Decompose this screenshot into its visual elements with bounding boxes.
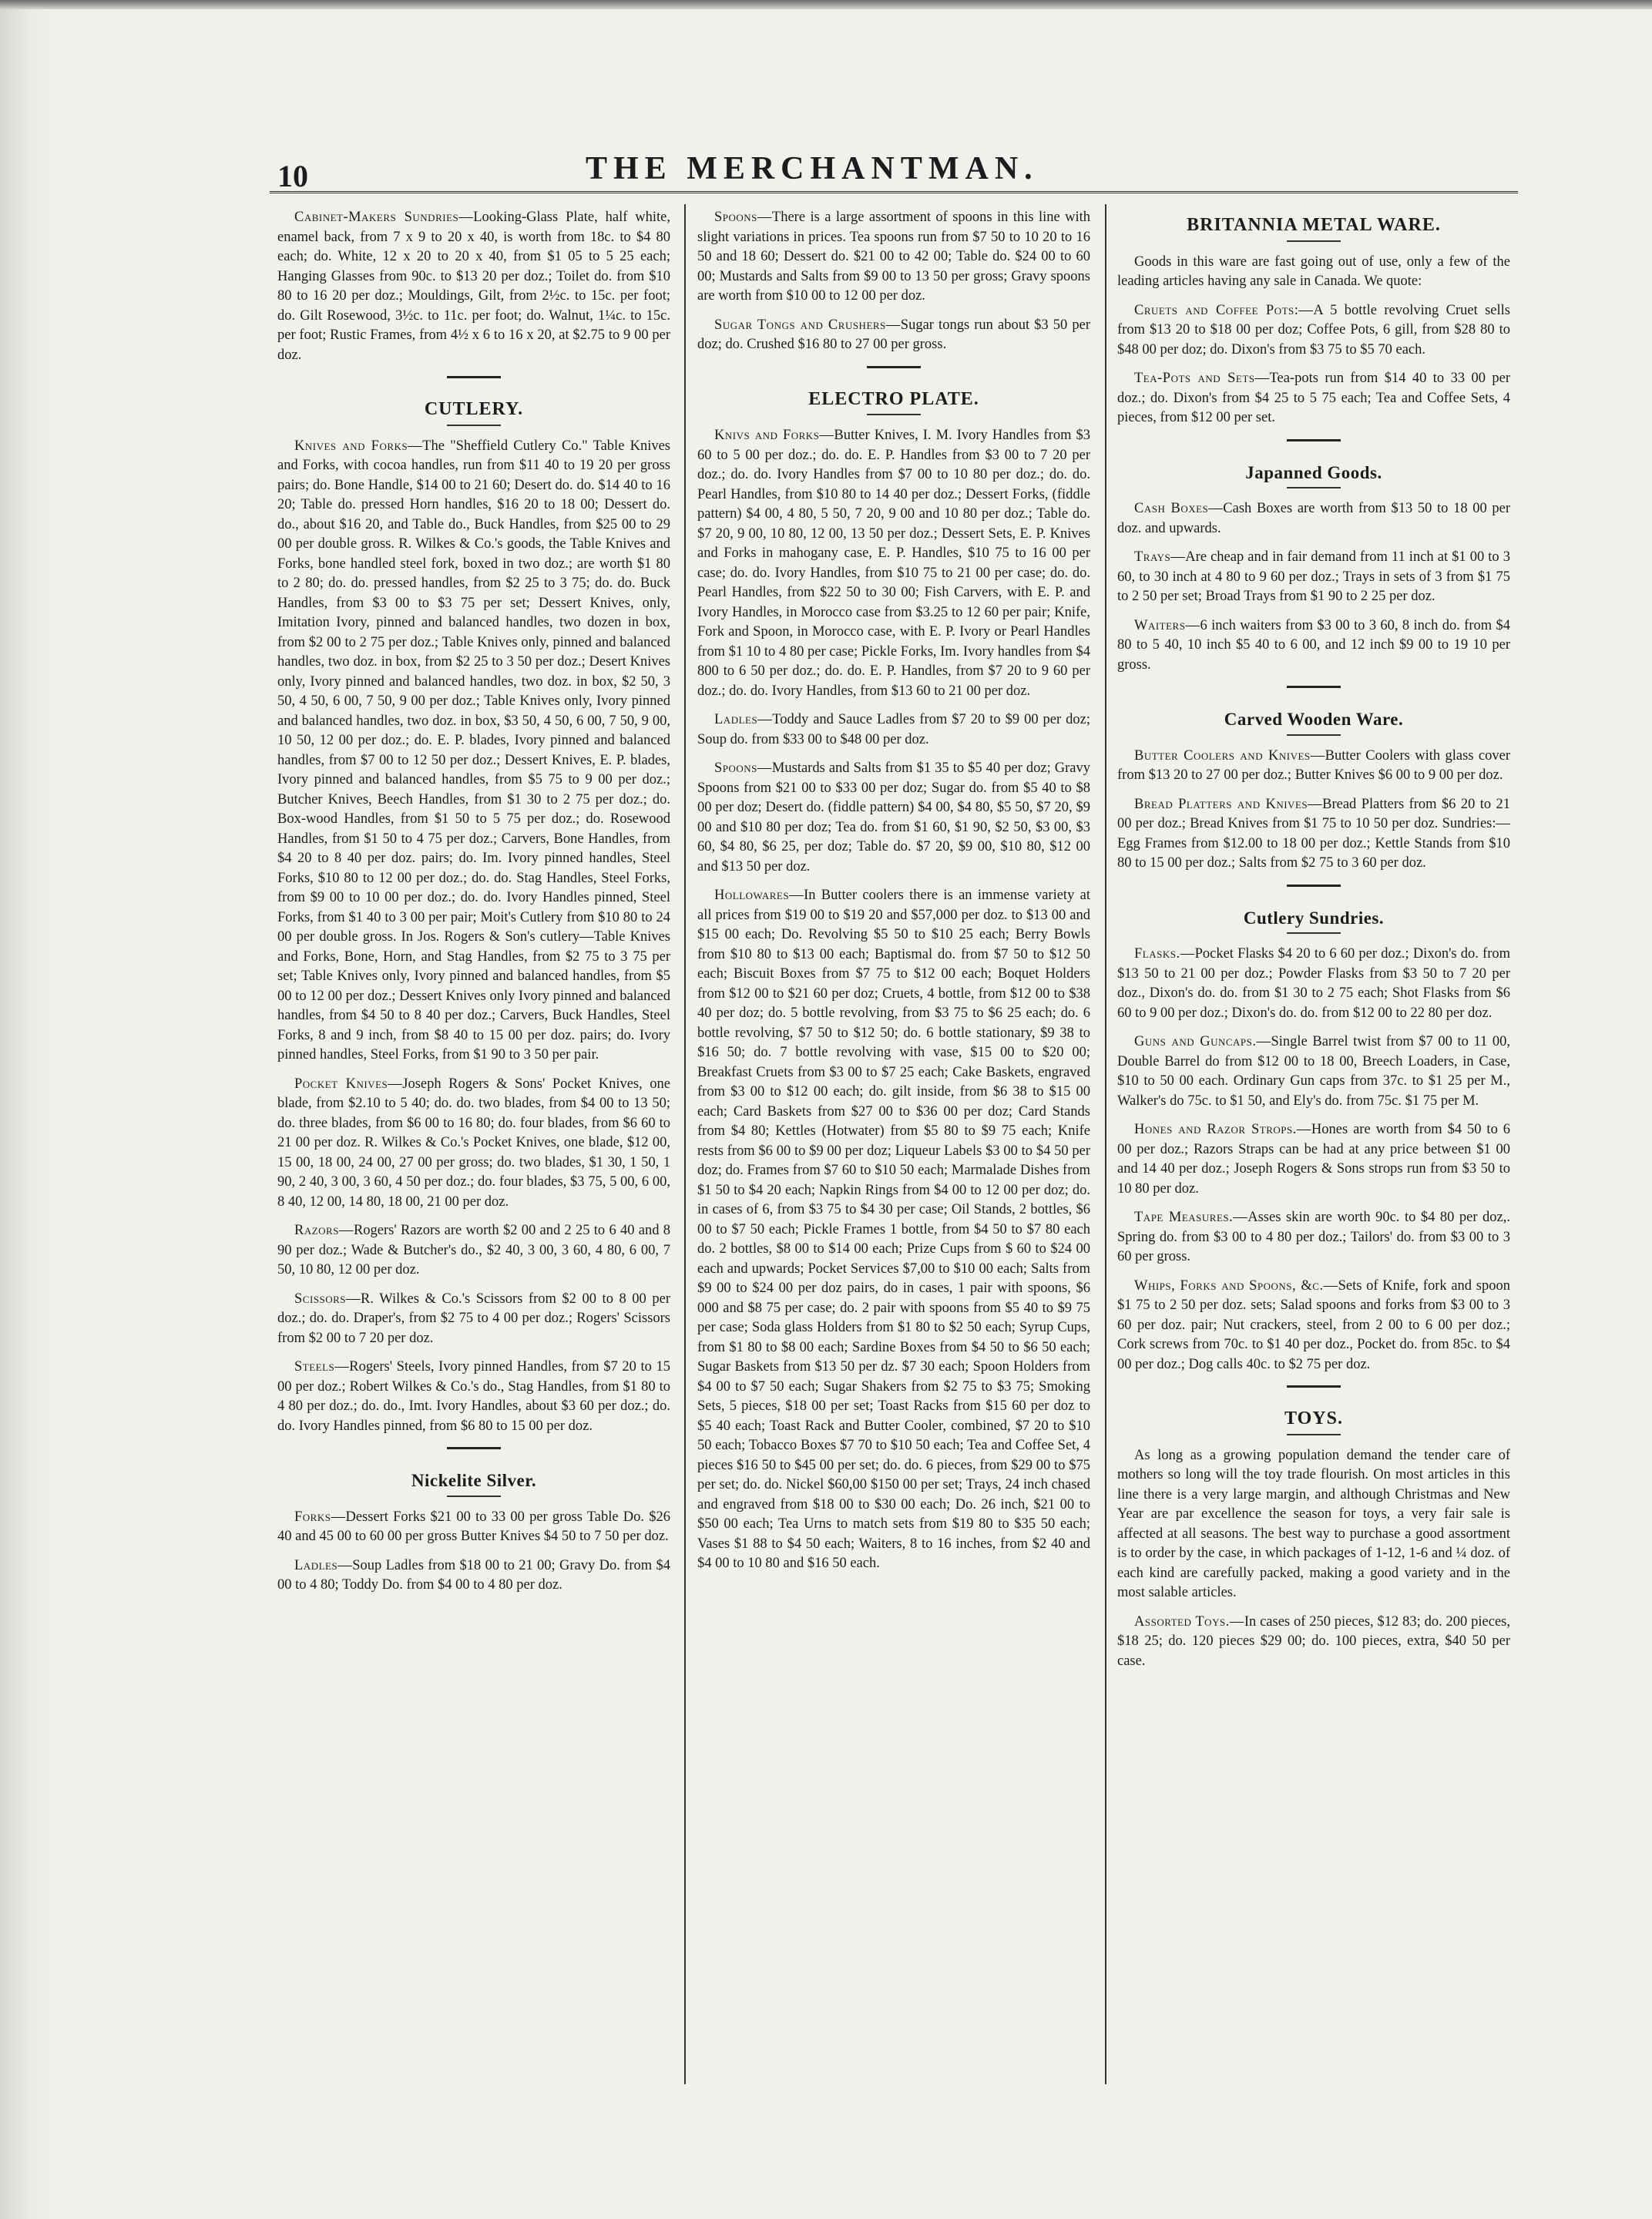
entry-text: Rogers' Razors are worth $2 00 and 2 25 to 6 40 and 8 90 per doz.; Wade & Butcher's do., $2 40, 3 00, 3 60, 4 80, 6 00, 7 50, 10 80, 12 00 per doz.: [277, 1223, 670, 1277]
section-divider: [1287, 439, 1341, 441]
price-entry: [277, 1221, 670, 1281]
price-entry: [1117, 747, 1510, 786]
entry-text: Single Barrel twist from $7 00 to 11 00, Double Barrel do from $12 00 to 18 00, Breech Loaders, in Case, $10 to 50 00 each. Ordinary Gun caps from 37c. to $1 25 per M., Walker's do 75c. to $1 50, and Ely's do. from 75c. $1 75 per M.: [1117, 1034, 1510, 1109]
entry-label: Ladles—: [294, 1557, 353, 1573]
entry-text: 6 inch waiters from $3 00 to 3 60, 8 inch do. from $4 80 to 5 40, 10 inch $5 40 to 6 00, and 12 inch $9 00 to 19 10 per gross.: [1117, 617, 1510, 673]
price-entry: [1117, 1446, 1510, 1603]
price-entry: [1117, 616, 1510, 676]
section-carved-wooden-ware: [1117, 747, 1510, 874]
entry-label: Steels—: [294, 1359, 350, 1375]
price-entry: [697, 710, 1090, 750]
entry-label: Butter Coolers and Knives—: [1134, 747, 1325, 764]
scan-edge: [0, 0, 54, 2219]
entry-text: Bread Platters from $6 20 to 21 00 per doz.; Bread Knives from $1 75 to 10 50 per doz. Sundries:—Egg Frames from $12.00 to 18 00 per doz.; Kettle Stands from $10 80 to 15 00 per doz.; Salts from $2 75 to 3 60 per doz.: [1117, 796, 1511, 871]
title-rule: [1287, 1434, 1341, 1435]
entry-text: Mustards and Salts from $1 35 to $5 40 per doz; Gravy Spoons from $21 00 to $33 00 per doz; Sugar do. from $5 40 to $8 00 per doz; Desert do. (fiddle pattern) $4 00, $4 80, $5 50, $7 20, $9 00 and $10 80 per doz; Tea do. from $1 60, $1 90, $2 50, $3 00, $3 60, $4 80, $6 25, per doz; Table do. $7 20, $9 00, $10 80, $12 00 and $13 50 per doz.: [697, 760, 1090, 875]
section-divider: [447, 1447, 501, 1449]
title-rule: [1287, 240, 1341, 242]
price-entry: [697, 759, 1090, 877]
column-3: [1117, 208, 1510, 1680]
section-electro-plate: [697, 426, 1090, 1574]
entry-label: Tape Measures.—: [1134, 1210, 1248, 1225]
column-divider: [1105, 204, 1106, 2084]
entry-text: The "Sheffield Cutlery Co." Table Knives and Forks, with cocoa handles, run from $11 40 to 19 20 per gross pairs; do. Bone Handle, $14 00 to 21 60; Desert do. do. $14 40 to 16 20; Table do. pressed Horn handles, $16 20 to 18 00; Dessert do. do., about $16 20, and Table do., Buck Handles, from $25 00 to 29 00 per double gross. R. Wilkes & Co.'s goods, the Table Knives and Forks, bone handled steel fork, boxed in two doz.; are worth $1 80 to 2 80; do. do. pressed handles, from $2 25 to 3 75; do. do. Buck Handles, from $3 00 to $3 75 per set; Dessert Knives, only, Imitation Ivory, pinned and balanced handles, two dozen in box, from $2 00 to 2 75 per doz.; Table Knives only, pinned and balanced handles, two doz. in box, from $2 25 to 3 50 per doz.; Desert Knives only, Ivory pinned and balanced handles, two doz. in box, $2 50, 3 50, 4 50, 6 00, 7 50, 9 00 per doz.; Table Knives only, Ivory pinned and balanced handles, two doz. in box, $3 50, 4 50, 6 00, 7 50, 9 00, 10 50, 12 00 per doz.; do. E. P. blades, Ivory pinned and balanced handles, from $7 00 to 12 50 per doz.; Dessert Knives, E. P. blades, Ivory pinned and balanced handles, from $5 75 to 9 00 per doz.; Butcher Knives, Beech Handles, from $1 30 to 2 75 per doz.; do. Box-wood Handles, from $1 50 to 5 75 per doz.; do. Rosewood Handles, from $1 50 to 4 75 per doz.; Carvers, Bone Handles, from $4 20 to 8 40 per doz. pairs; do. Im. Ivory pinned handles, Steel Forks, $10 80 to 12 00 per doz.; do. do. Stag Handles, Steel Forks, from $9 00 to 10 00 per doz.; do. do. Ivory Handles pinned, Steel Forks, from $1 40 to 3 00 per pair; Moit's Cutlery from $10 80 to 24 00 per double gross. In Jos. Rogers & Son's cutlery—Table Knives and Forks, Bone, Horn, and Stag Handles, from $2 75 to 3 75 per set; Table Knives only, Ivory pinned and balanced handles, from $5 00 to 12 00 per doz.; Dessert Knives only Ivory pinned and balanced handles, from $4 50 to 8 40 per doz.; Carvers, Buck Handles, Steel Forks, 8 and 9 inch, from $8 40 to 15 00 per doz. pairs; do. Ivory pinned handles, Steel Forks, from $1 90 to 3 50 per pair.: [277, 438, 670, 1063]
section-japanned-goods: [1117, 499, 1510, 675]
entry-label: Flasks.—: [1134, 946, 1195, 962]
entry-text: Asses skin are worth 90c. to $4 80 per doz,. Spring do. from $3 00 to 4 80 per doz.; Tailors' do. from $3 00 to 3 60 per gross.: [1117, 1210, 1510, 1264]
entry-text: Pocket Flasks $4 20 to 6 60 per doz.; Dixon's do. from $13 50 to 21 00 per doz.; Powder Flasks from $3 50 to 7 20 per doz., Dixon's do. do. from $1 30 to 2 75 each; Shot Flasks from $6 60 to 9 00 per doz.; Dixon's do. do. from $12 00 to 22 80 per doz.: [1117, 946, 1510, 1021]
title-rule: [447, 425, 501, 426]
section-divider: [1287, 686, 1341, 688]
section-title-britannia: BRITANNIA METAL WARE.: [1187, 215, 1441, 235]
price-entry: [1117, 1032, 1510, 1111]
price-entry: [1117, 499, 1510, 539]
entry-label: Pocket Knives—: [294, 1076, 403, 1092]
entry-label: Trays—: [1134, 549, 1186, 565]
title-rule: [447, 1496, 501, 1497]
header-rule: [270, 191, 1518, 193]
scan-top-edge: [0, 0, 1652, 9]
price-entry: [697, 426, 1090, 701]
section-spoons: [697, 208, 1090, 355]
price-entry: [1117, 548, 1510, 607]
section-title-japanned-goods: Japanned Goods.: [1245, 462, 1382, 482]
title-rule: [1287, 487, 1341, 488]
section-divider: [447, 376, 501, 378]
entry-label: Hollowares—: [714, 888, 804, 903]
section-toys: [1117, 1446, 1510, 1672]
price-entry: [1117, 369, 1510, 428]
section-cutlery-sundries: [1117, 945, 1510, 1375]
title-rule: [1287, 734, 1341, 736]
price-entry: [1117, 795, 1510, 874]
entry-label: Spoons—: [714, 760, 772, 776]
title-rule: [867, 414, 921, 415]
entry-text: Goods in this ware are fast going out of use, only a few of the leading articles having any sale in Canada. We quote:: [1117, 253, 1510, 289]
newspaper-page: [154, 135, 1541, 2169]
entry-text: Sugar tongs run about $3 50 per doz; do. Crushed $16 80 to 27 00 per gross.: [697, 317, 1090, 352]
section-nickelite-silver: [277, 1508, 670, 1596]
entry-label: Guns and Guncaps.—: [1134, 1034, 1271, 1049]
entry-text: Butter Coolers with glass cover from $13 20 to 27 00 per doz.; Butter Knives $6 00 to 9 00 per doz.: [1117, 747, 1511, 783]
section-divider: [1287, 885, 1341, 887]
price-entry: [277, 1290, 670, 1349]
price-entry: [1117, 1277, 1510, 1375]
entry-label: Sugar Tongs and Crushers—: [714, 317, 901, 333]
price-entry: [1117, 1613, 1510, 1672]
page-header: [154, 135, 1541, 204]
price-entry: [697, 886, 1090, 1574]
price-entry: [277, 1508, 670, 1547]
entry-text: Hones are worth from $4 50 to 6 00 per doz.; Razors Straps can be had at any price between $1 00 and 14 40 per doz.; Joseph Rogers & Sons strops run from $3 50 to 10 80 per doz.: [1117, 1122, 1510, 1197]
price-entry: [697, 316, 1090, 355]
entry-text: Sets of Knife, fork and spoon $1 75 to 2 50 per doz. sets; Salad spoons and forks from $3 00 to 3 60 per doz. pair; Nut crackers, steel, from 2 00 to 6 00 per doz.; Cork screws from 70c. to $1 40 per doz., Pocket do. from 85c. to $4 00 per doz.; Dog calls 40c. to $2 75 per doz.: [1117, 1277, 1510, 1372]
section-title-electro-plate: ELECTRO PLATE.: [808, 388, 979, 409]
column-1: [277, 208, 670, 1605]
column-divider: [684, 204, 686, 2084]
entry-text: Soup Ladles from $18 00 to 21 00; Gravy Do. from $4 00 to 4 80; Toddy Do. from $4 00 to 4 80 per doz.: [277, 1557, 670, 1593]
entry-label: Hones and Razor Strops.—: [1134, 1122, 1311, 1137]
section-title-nickelite-silver: Nickelite Silver.: [411, 1471, 537, 1490]
entry-text: There is a large assortment of spoons in this line with slight variations in prices. Tea spoons run from $7 50 to 10 20 to 16 50 and 18 60; Dessert do. $21 00 to 42 00; Table do. $24 00 to 60 00; Mustards and Salts from $9 00 to 13 50 per gross; Gravy spoons are worth from $10 00 to 12 00 per doz.: [697, 210, 1090, 304]
entry-label: Knivs and Forks—: [714, 428, 834, 443]
price-entry: [1117, 945, 1510, 1023]
entry-text: In cases of 250 pieces, $12 83; do. 200 pieces, $18 25; do. 120 pieces $29 00; do. 100 pieces, extra, $40 50 per case.: [1117, 1613, 1510, 1669]
entry-label: Tea-Pots and Sets—: [1134, 371, 1270, 386]
price-entry: [1117, 253, 1510, 292]
section-title-carved-wooden-ware: Carved Wooden Ware.: [1224, 710, 1404, 729]
price-entry: [697, 208, 1090, 307]
entry-label: Whips, Forks and Spoons, &c.—: [1134, 1277, 1338, 1294]
price-entry: [277, 208, 670, 365]
entry-text: A 5 bottle revolving Cruet sells from $13 20 to $18 00 per doz; Coffee Pots, 6 gill, from $28 80 to $48 00 per doz; do. Dixon's from $3 75 to $5 70 each.: [1117, 302, 1510, 358]
entry-text: Dessert Forks $21 00 to 33 00 per gross Table Do. $26 40 and 45 00 to 60 00 per gross Butter Knives $4 50 to 7 50 per doz.: [277, 1509, 670, 1544]
price-entry: [1117, 301, 1510, 361]
section-cabinet-makers: [277, 208, 670, 365]
section-title-toys: TOYS.: [1284, 1408, 1343, 1428]
entry-label: Razors—: [294, 1223, 354, 1238]
price-entry: [1117, 1120, 1510, 1199]
section-cutlery: [277, 437, 670, 1437]
entry-label: Ladles—: [714, 712, 773, 727]
entry-label: Bread Platters and Knives—: [1134, 796, 1323, 812]
entry-text: Butter Knives, I. M. Ivory Handles from $3 60 to 5 00 per doz.; do. do. E. P. Handles from $3 00 to 7 20 per doz.; do. do. Ivory Handles from $7 00 to 10 80 per doz.; do. do. Pearl Handles, from $10 80 to 14 40 per doz.; Dessert Forks, (fiddle pattern) $4 00, 4 80, 5 50, 7 20, 9 00 and 10 80 per doz.; Table do. $7 20, 9 00, 10 80, 12 00, 13 50 per doz.; Dessert Sets, E. P. Knives and Forks in mahogany case, E. P. Handles, $10 75 to 16 00 per case; do. do. Ivory Handles, from $10 75 to 21 00 per case; do. do. Pearl Handles, from $22 50 to 30 00; Fish Carvers, with E. P. and Ivory Handles, in Morocco case from $3.25 to 12 60 per pair; Knife, Fork and Spoon, in Morocco case, with E. P. Ivory or Pearl Handles from $1 10 to 4 80 per case; Pickle Forks, Im. Ivory handles from $4 800 to 6 50 per doz.; do. do. E. P. Handles, from $7 20 to 9 60 per doz.; do. do. Ivory Handles, from $13 60 to 21 00 per doz.: [697, 428, 1091, 699]
price-entry: [277, 1075, 670, 1213]
entry-label: Knives and Forks—: [294, 438, 423, 454]
price-entry: [277, 1358, 670, 1436]
entry-text: Looking-Glass Plate, half white, enamel back, from 7 x 9 to 20 x 40, is worth from 18c. to $4 80 each; do. White, 12 x 20 to 20 x 40, from $1 05 to 5 25 each; Hanging Glasses from 90c. to $13 20 per doz.; Toilet do. from $10 80 to 16 20 per doz.; Mouldings, Gilt, from 2½c. to 15c. per foot; do. Gilt Rosewood, 3½c. to 11c. per foot; do. Walnut, 1¼c. to 15c. per foot; Rustic Frames, from 4½ x 6 to 16 x 20, at $2.75 to 9 00 per doz.: [277, 210, 670, 363]
entry-label: Cash Boxes—: [1134, 501, 1224, 516]
entry-text: Tea-pots run from $14 40 to 33 00 per doz.; do. Dixon's from $4 25 to 5 75 each; Tea and Coffee Sets, 4 pieces, from $12 00 per set.: [1117, 371, 1510, 425]
entry-text: Toddy and Sauce Ladles from $7 20 to $9 00 per doz; Soup do. from $33 00 to $48 00 per doz.: [697, 712, 1090, 747]
title-rule: [1287, 932, 1341, 934]
column-2: [697, 208, 1090, 1583]
section-divider: [1287, 1385, 1341, 1388]
entry-label: Cruets and Coffee Pots:—: [1134, 302, 1314, 318]
entry-label: Assorted Toys.—: [1134, 1613, 1244, 1630]
masthead-title: THE MERCHANTMAN.: [586, 151, 1039, 186]
price-entry: [277, 437, 670, 1066]
entry-text: In Butter coolers there is an immense variety at all prices from $19 00 to $19 20 and $57,000 per doz. to $13 00 and $15 00 each; Do. Revolving $5 50 to $10 25 each; Berry Bowls from $10 80 to $13 00 each; Baptismal do. from $7 50 to $12 50 each; Biscuit Boxes from $7 75 to $12 00 each; Boquet Holders from $12 00 to $21 60 per doz; Cruets, 4 bottle, from $12 00 to $38 40 per doz; do. 5 bottle revolving, from $3 75 to $6 25 each; do. 6 bottle revolving, $7 50 to $12 50; do. 6 bottle stationary, $9 38 to $16 50; do. 7 bottle revolving with vase, $15 00 to $20 00; Breakfast Cruets from $3 00 to $7 25 each; Cake Baskets, engraved from $3 00 to $12 00 each; do. gilt inside, from $6 38 to $15 00 each; Card Baskets from $27 00 to $36 00 per doz; Card Stands from $4 80; Kettles (Hotwater) from $5 80 to $9 75 each; Knife rests from $6 00 to $9 00 per doz; Liqueur Labels $3 00 to $4 50 per doz; do. Frames from $7 60 to $10 50 each; Marmalade Dishes from $1 50 to $4 20 each; Napkin Rings from $4 00 to 12 00 per doz; do. in cases of 6, from $3 75 to $4 30 per case; Oil Stands, 2 bottles, $6 00 to $7 50 each; Pickle Frames 1 bottle, from $4 50 to $7 80 each do. 2 bottles, $8 00 to $14 00 each; Prize Cups from $ 60 to $24 00 each and upwards; Pocket Services $7,00 to $10 00 each; Salts from $9 00 to $24 00 per doz pairs, do in cases, 1 pair with spoons, $6 000 and $8 75 per case; do. 2 pair with spoons from $5 40 to $9 75 per case; Soda glass Holders from $1 80 to $2 50 each; Syrup Cups, from $1 80 to $8 00 each; Sardine Boxes from $4 50 to $6 50 each; Sugar Baskets from $13 50 per dz. $7 30 each; Spoon Holders from $4 00 to $7 50 each; Sugar Shakers from $2 75 to $3 75; Smoking Sets, 5 pieces, $18 00 per set; Toast Racks from $15 60 per doz to $5 40 each; Toast Rack and Butter Cooler, combined, $7 20 to $10 50 each; Tobacco Boxes $7 70 to $10 50 each; Tea and Coffee Set, 4 pieces $16 50 to $45 00 per set; do. do. 6 pieces, from $29 00 to $75 per set; do. do. Nickel $60,00 $150 00 per set; Trays, 24 inch chased and engraved from $18 00 to $30 00 each; Do. 26 inch, $21 00 to $50 00 each; Tea Urns to match sets from $19 80 to $35 50 each; Vases $1 88 to $4 50 each; Waiters, 8 to 16 inches, from $2 40 and $4 00 to 10 80 and $16 50 each.: [697, 888, 1090, 1571]
entry-label: Scissors—: [294, 1291, 361, 1307]
entry-label: Forks—: [294, 1509, 346, 1525]
entry-label: Waiters—: [1134, 617, 1200, 633]
page-number: 10: [277, 159, 308, 193]
entry-text: Are cheap and in fair demand from 11 inch at $1 00 to 3 60, to 30 inch at 4 80 to 9 60 per doz.; Trays in sets of 3 from $1 75 to 2 50 per set; Broad Trays from $1 90 to 2 25 per doz.: [1117, 549, 1510, 604]
entry-text: R. Wilkes & Co.'s Scissors from $2 00 to 8 00 per doz.; do. do. Draper's, from $2 75 to 4 00 per doz.; Rogers' Scissors from $2 00 to 7 20 per doz.: [277, 1291, 670, 1346]
price-entry: [277, 1556, 670, 1596]
entry-text: Cash Boxes are worth from $13 50 to 18 00 per doz. and upwards.: [1117, 501, 1511, 536]
section-britannia: [1117, 253, 1510, 428]
entry-label: Spoons—: [714, 210, 772, 225]
entry-text: As long as a growing population demand the tender care of mothers so long will the toy trade flourish. On most articles in this line there is a very large margin, and although Christmas and New Year are par excellence the season for toys, a very fair sale is affected at all seasons. The best way to purchase a good assortment is to order by the case, in which packages of 1-12, 1-6 and ¼ doz. of each kind are carefully packed, making a good variety and in the most salable articles.: [1117, 1447, 1510, 1600]
entry-label: Cabinet-Makers Sundries—: [294, 210, 474, 225]
entry-text: Rogers' Steels, Ivory pinned Handles, from $7 20 to 15 00 per doz.; Robert Wilkes & Co.'s do., Stag Handles, from $1 80 to 4 80 per doz.; do. do., Imt. Ivory Handles, about $3 60 per doz.; do. do. Ivory Handles pinned, from $6 80 to 15 00 per doz.: [277, 1359, 670, 1434]
entry-text: Joseph Rogers & Sons' Pocket Knives, one blade, from $2.10 to 5 40; do. do. two blades, from $4 00 to 13 50; do. three blades, from $6 00 to 16 80; do. four blades, from $6 60 to 21 00 per doz. R. Wilkes & Co.'s Pocket Knives, one blade, $12 00, 15 00, 18 00, 24 00, 27 00 per gross; do. two blades, $1 30, 1 50, 1 90, 2 40, 3 00, 3 60, 4 50 per doz.; do. four blades, $3 75, 5 00, 6 00, 8 40, 12 00, 14 80, 18 00, 21 00 per doz.: [277, 1076, 670, 1210]
section-title-cutlery-sundries: Cutlery Sundries.: [1243, 908, 1385, 928]
price-entry: [1117, 1208, 1510, 1267]
section-divider: [867, 366, 921, 368]
section-title-cutlery: CUTLERY.: [424, 399, 524, 419]
